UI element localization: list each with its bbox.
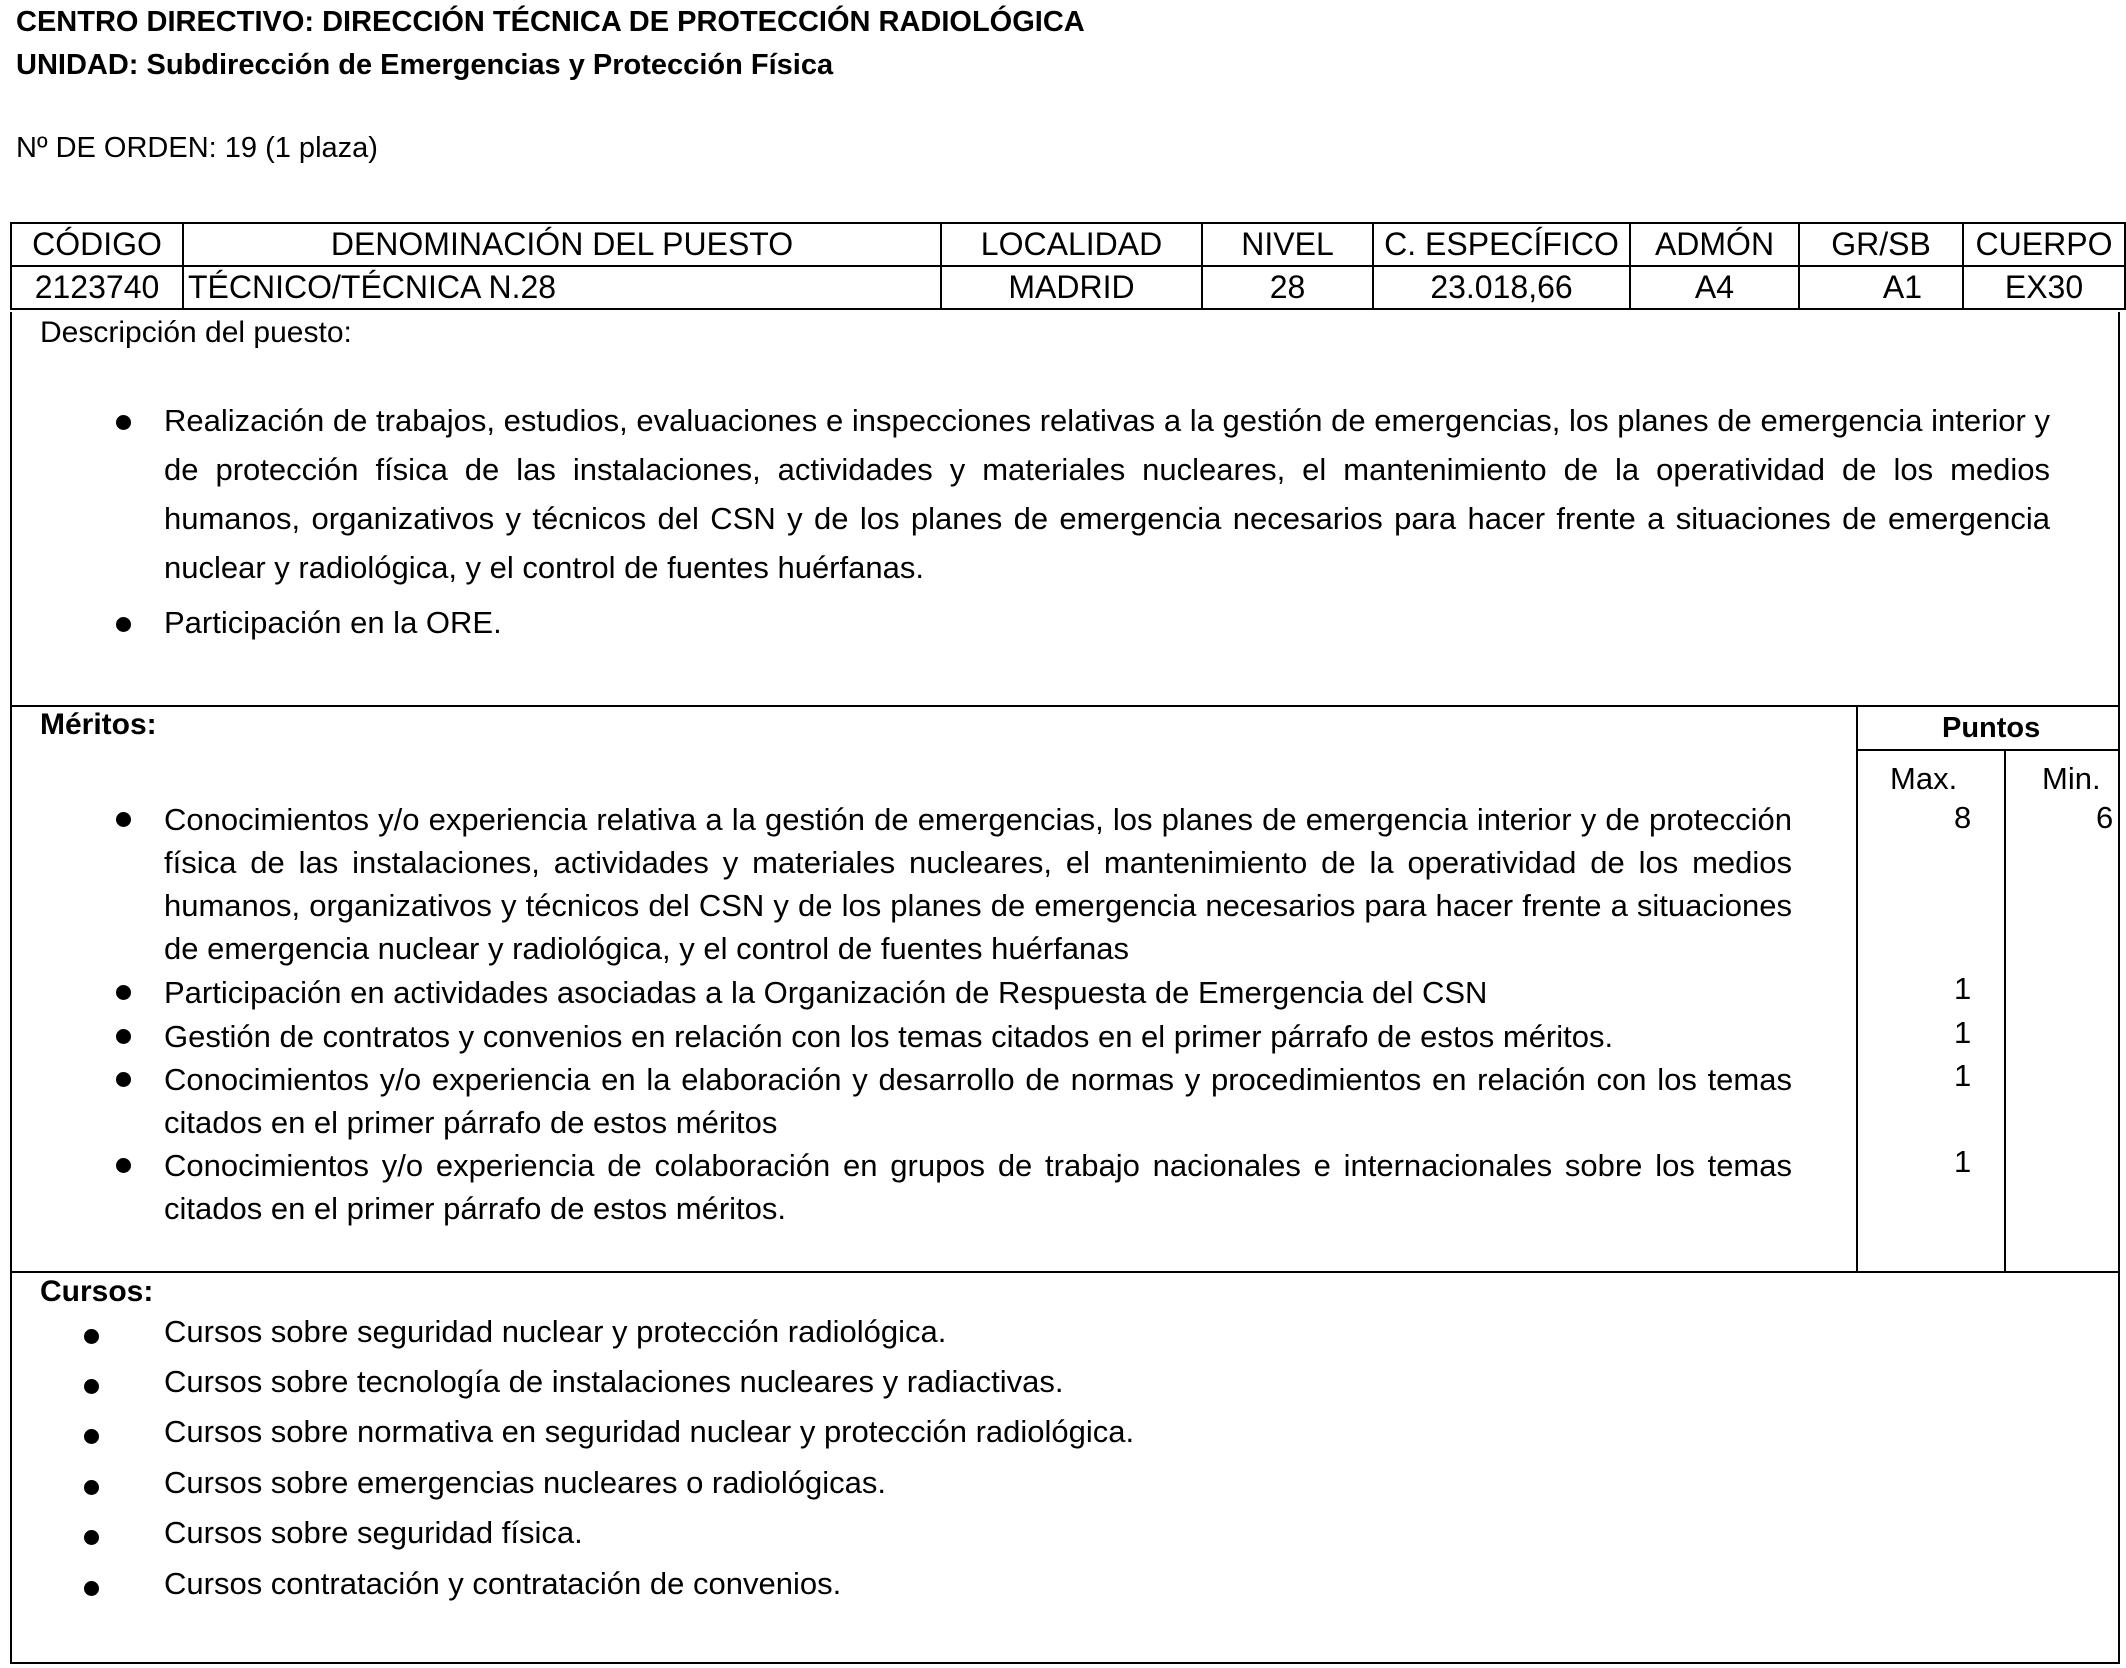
- puntos-label: Puntos: [1942, 712, 2041, 744]
- cell-cuerpo: EX30: [1963, 266, 2125, 309]
- header-localidad: LOCALIDAD: [941, 223, 1202, 266]
- cursos-section: [10, 1271, 2120, 1664]
- descripcion-item-1: Realización de trabajos, estudios, evaluaciones e inspecciones relativas a la gestión de emergencias, los planes de emergencia interior y de protección física de las instalaciones, actividades y materiales nucleares, el mantenimiento de la operatividad de los medios humanos, organizativos y técnicos del CSN y de los planes de emergencia necesarios para hacer frente a situaciones de emergencia nuclear y radiológica, y el control de fuentes huérfanas.: [164, 403, 2050, 585]
- merito-item-3: Gestión de contratos y convenios en relación con los temas citados en el primer párrafo de estos méritos.: [164, 1019, 1614, 1054]
- descripcion-item-2: Participación en la ORE.: [164, 605, 502, 640]
- bullet-icon: [116, 812, 131, 827]
- min-total: 6: [2096, 800, 2114, 835]
- bullet-icon: [84, 1329, 99, 1344]
- bullet-icon: [84, 1429, 99, 1444]
- descripcion-title: Descripción del puesto:: [40, 316, 352, 349]
- bullet-icon: [116, 1158, 131, 1173]
- curso-item-3: Cursos sobre normativa en seguridad nuclear y protección radiológica.: [164, 1414, 1135, 1449]
- curso-item-4: Cursos sobre emergencias nucleares o radiológicas.: [164, 1465, 886, 1500]
- curso-item-6: Cursos contratación y contratación de convenios.: [164, 1566, 842, 1601]
- table-header-row: [11, 223, 2125, 266]
- header-especifico: C. ESPECÍFICO: [1373, 223, 1630, 266]
- merito-item-1: Conocimientos y/o experiencia relativa a la gestión de emergencias, los planes de emergencia interior y de protección física de las instalaciones, actividades y materiales nucleares, el mantenimiento de la operatividad de los medios humanos, organizativos y técnicos del CSN y de los planes de emergencia necesarios para hacer frente a situaciones de emergencia nuclear y radiológica, y el control de fuentes huérfanas: [164, 802, 1792, 966]
- unidad: UNIDAD: Subdirección de Emergencias y Protección Física: [16, 49, 834, 81]
- numero-orden: Nº DE ORDEN: 19 (1 plaza): [16, 132, 378, 164]
- merito-item-4: Conocimientos y/o experiencia en la elaboración y desarrollo de normas y procedimientos en relación con los temas citados en el primer párrafo de estos méritos: [164, 1062, 1792, 1140]
- meritos-section: [10, 705, 2120, 1273]
- meritos-title: Méritos:: [40, 708, 157, 741]
- cell-localidad: MADRID: [941, 266, 1202, 309]
- bullet-icon: [116, 1029, 131, 1044]
- descripcion-section: [10, 312, 2120, 707]
- cell-codigo: 2123740: [11, 266, 183, 309]
- curso-item-5: Cursos sobre seguridad física.: [164, 1515, 583, 1550]
- bullet-icon: [84, 1480, 99, 1495]
- table-row: [11, 266, 2125, 309]
- max-label: Max.: [1890, 761, 1958, 796]
- cell-denominacion: TÉCNICO/TÉCNICA N.28: [183, 266, 941, 309]
- bullet-icon: [84, 1530, 99, 1545]
- job-table: [10, 222, 2126, 310]
- max-total: 8: [1954, 800, 1972, 835]
- merito-item-2: Participación en actividades asociadas a la Organización de Respuesta de Emergencia del CSN: [164, 975, 1488, 1010]
- bullet-icon: [116, 617, 131, 632]
- curso-item-2: Cursos sobre tecnología de instalaciones nucleares y radiactivas.: [164, 1364, 1064, 1399]
- merito-points-5: 1: [1954, 1144, 1972, 1179]
- merito-item-5: Conocimientos y/o experiencia de colaboración en grupos de trabajo nacionales e internacionales sobre los temas citados en el primer párrafo de estos méritos.: [164, 1148, 1792, 1226]
- header-denominacion: DENOMINACIÓN DEL PUESTO: [183, 223, 941, 266]
- bullet-icon: [84, 1581, 99, 1596]
- puntos-divider-mid: [2004, 749, 2006, 1271]
- curso-item-1: Cursos sobre seguridad nuclear y protección radiológica.: [164, 1314, 947, 1349]
- header-admon: ADMÓN: [1630, 223, 1799, 266]
- cursos-title: Cursos:: [40, 1275, 154, 1308]
- merito-points-2: 1: [1954, 971, 1972, 1006]
- header-cuerpo: CUERPO: [1963, 223, 2125, 266]
- bullet-icon: [116, 985, 131, 1000]
- bullet-icon: [116, 1072, 131, 1087]
- bullet-icon: [84, 1379, 99, 1394]
- cell-especifico: 23.018,66: [1373, 266, 1630, 309]
- header-nivel: NIVEL: [1202, 223, 1373, 266]
- min-label: Min.: [2042, 761, 2101, 796]
- cell-nivel: 28: [1202, 266, 1373, 309]
- centro-directivo: CENTRO DIRECTIVO: DIRECCIÓN TÉCNICA DE PROTECCIÓN RADIOLÓGICA: [16, 6, 1085, 38]
- cell-admon: A4: [1630, 266, 1799, 309]
- puntos-header-divider: [1856, 749, 2120, 751]
- cell-grsb: A1: [1799, 266, 1963, 309]
- merito-points-4: 1: [1954, 1058, 1972, 1093]
- merito-points-3: 1: [1954, 1015, 1972, 1050]
- header-grsb: GR/SB: [1799, 223, 1963, 266]
- header-codigo: CÓDIGO: [11, 223, 183, 266]
- bullet-icon: [116, 415, 131, 430]
